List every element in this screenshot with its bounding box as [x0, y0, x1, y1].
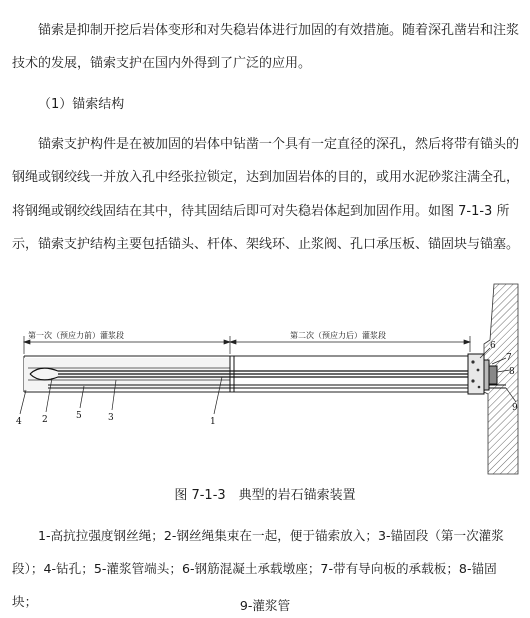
- part-number-6: 6: [490, 341, 496, 351]
- first-stage-label: 第一次（预应力前）灌浆段: [28, 331, 124, 340]
- bearing-block: [468, 354, 484, 394]
- part-number-7: 7: [506, 353, 512, 363]
- part-number-4: 4: [16, 417, 22, 427]
- part-number-9: 9: [512, 403, 518, 413]
- part-number-8: 8: [509, 367, 515, 377]
- part-number-2: 2: [42, 415, 48, 425]
- anchor-cable-figure: [18, 284, 518, 474]
- figure-legend: 1-高抗拉强度钢丝绳；2-钢丝绳集束在一起，便于锚索放入；3-锚固段（第一次灌浆段）；4-钻孔；5-灌浆管端头；6-钢筋混凝土承载墩座；7-带有导向板的承载板；8-锚固块；: [12, 528, 504, 609]
- body-paragraph: 锚索支护构件是在被加固的岩体中钻凿一个具有一定直径的深孔，然后将带有锚头的钢绳或钢绞线一并放入孔中经张拉锁定，达到加固岩体的目的，或用水泥砂浆注满全孔，将钢绳或钢绞线固结在其中，待其固结后即可对失稳岩体起到加固作用。如图 7-1-3 所示，锚索支护结构主要包括锚头、杆体、架线环、止浆阀、孔口承压板、锚固块与锚塞。: [12, 137, 520, 252]
- part-number-1: 1: [210, 417, 216, 427]
- second-stage-label: 第二次（预应力后）灌浆段: [290, 331, 386, 340]
- figure-legend-last-line: 9-灌浆管: [239, 598, 291, 613]
- figure-caption: 图 7-1-3 典型的岩石锚索装置: [174, 488, 356, 503]
- part-number-5: 5: [76, 411, 82, 421]
- intro-paragraph: 锚索是抑制开挖后岩体变形和对失稳岩体进行加固的有效措施。随着深孔凿岩和注浆技术的发展，锚索支护在国内外得到了广泛的应用。: [12, 23, 520, 72]
- section-heading: （1）锚索结构: [38, 97, 125, 112]
- part-number-3: 3: [108, 413, 114, 423]
